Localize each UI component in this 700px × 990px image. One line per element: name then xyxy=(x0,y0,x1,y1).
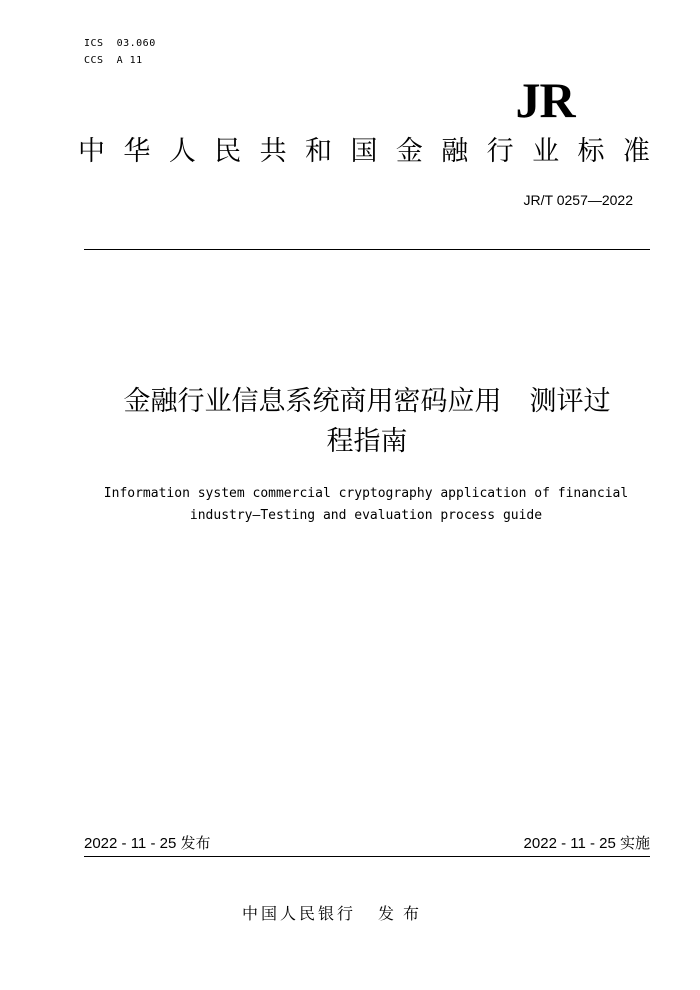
standard-type-char: 华 xyxy=(123,136,151,167)
chinese-title-part-2: 测评过 xyxy=(529,386,611,417)
standard-type-char: 融 xyxy=(441,136,469,167)
issue-date: 2022 - 11 - 25 发布 xyxy=(84,835,211,852)
chinese-title-part-1: 金融行业信息系统商用密码应用 xyxy=(123,386,502,417)
classification-codes xyxy=(84,35,156,69)
standard-type-char: 金 xyxy=(395,136,423,167)
publish-label: 发布 xyxy=(378,904,429,923)
ics-code: ICS 03.060 xyxy=(84,38,156,49)
english-title xyxy=(60,483,672,527)
standard-type-char: 标 xyxy=(577,136,605,167)
standard-type-char: 和 xyxy=(305,136,333,167)
standard-type-char: 准 xyxy=(622,136,650,167)
chinese-title xyxy=(84,382,650,462)
jr-logo-mark: JR xyxy=(515,72,575,128)
standard-type-char: 中 xyxy=(78,136,105,167)
english-title-line-1: Information system commercial cryptography application of financial xyxy=(103,486,629,501)
chinese-title-line-1 xyxy=(84,382,650,422)
implementation-date: 2022 - 11 - 25 实施 xyxy=(523,835,650,852)
standard-type-char: 共 xyxy=(259,136,287,167)
standard-type-char: 业 xyxy=(532,136,560,167)
standard-type-char: 行 xyxy=(486,136,514,167)
top-divider xyxy=(84,249,650,250)
english-title-line-2: industry—Testing and evaluation process guide xyxy=(189,508,543,523)
standard-type-char: 国 xyxy=(350,136,378,167)
standard-type-char: 民 xyxy=(214,136,242,167)
chinese-title-line-2: 程指南 xyxy=(326,426,408,457)
ccs-code: CCS A 11 xyxy=(84,55,143,66)
standard-number: JR/T 0257—2022 xyxy=(523,192,633,208)
publisher-line xyxy=(242,903,428,925)
standard-type-heading xyxy=(78,134,650,170)
publisher-name: 中国人民银行 xyxy=(242,904,357,923)
standard-type-char: 人 xyxy=(168,136,196,167)
bottom-divider xyxy=(84,856,650,857)
